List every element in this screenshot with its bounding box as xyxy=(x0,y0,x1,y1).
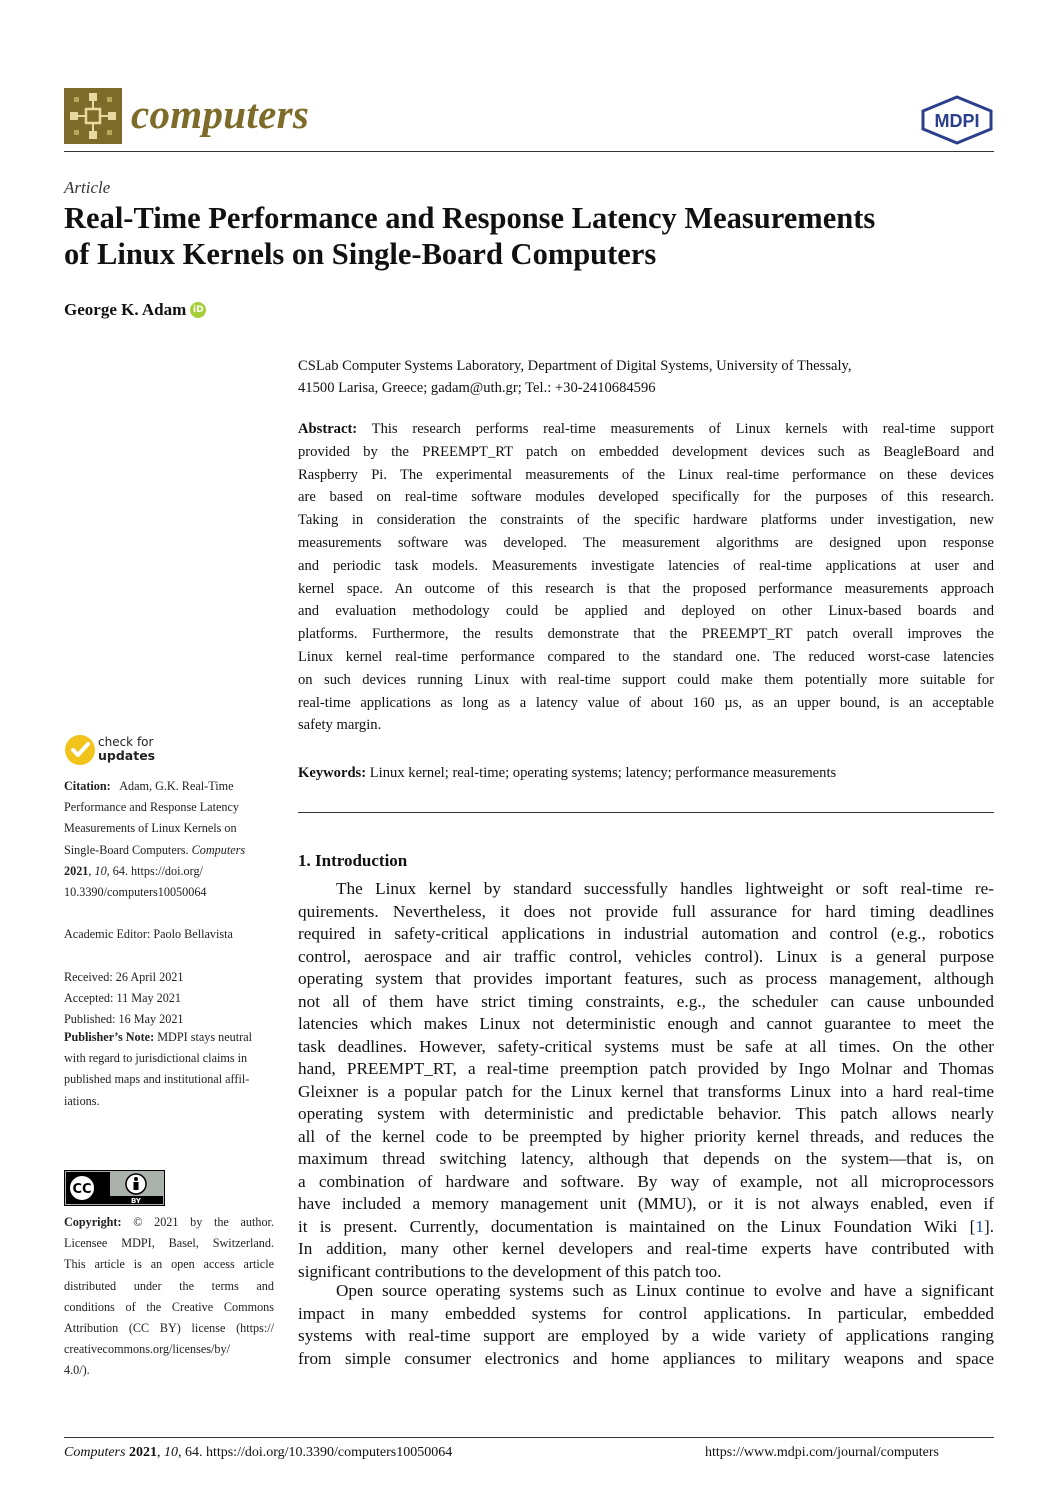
keywords-text: Linux kernel; real-time; operating systems; latency; performance measurements xyxy=(369,765,837,781)
journal-name: computers xyxy=(131,91,310,137)
paragraph-line: maximum thread switching latency, although that depends on the system—that is, on xyxy=(298,1149,994,1168)
header-divider xyxy=(64,151,994,152)
publisher-note xyxy=(64,1027,274,1112)
reference-suffix: ]. xyxy=(983,1216,994,1236)
abstract-line: kernel space. An outcome of this research is that the proposed performance measurements approach xyxy=(298,580,994,597)
paragraph-line: Open source operating systems such as Linux continue to evolve and have a significant xyxy=(336,1281,994,1300)
citation-year: 2021 xyxy=(64,863,89,878)
affiliation-line: 41500 Larisa, Greece; gadam@uth.gr; Tel.: +30-2410684596 xyxy=(298,379,656,396)
footer-divider xyxy=(64,1437,994,1438)
footer-volume: 10 xyxy=(163,1445,178,1460)
paragraph-line: not all of them have strict timing constraints, e.g., the scheduler can cause unbounded xyxy=(298,991,994,1011)
abstract-line: safety margin. xyxy=(298,717,382,734)
paragraph-line xyxy=(298,1216,994,1239)
citation-line: Performance and Response Latency xyxy=(64,800,239,815)
intro-paragraph-2 xyxy=(298,1280,994,1370)
citation-doi[interactable]: 10.3390/computers10050064 xyxy=(64,885,207,900)
footer-journal: Computers xyxy=(64,1445,126,1460)
check-for-updates-link[interactable] xyxy=(98,735,155,763)
by-text: BY xyxy=(130,1197,142,1205)
body-divider xyxy=(298,812,994,813)
copyright-line: Copyright: © 2021 by the author. xyxy=(64,1215,274,1229)
paragraph-line: quirements. Nevertheless, it does not provide full assurance for hard timing deadlines xyxy=(298,901,994,921)
check-updates-line-1: check for xyxy=(98,735,154,749)
mdpi-logo xyxy=(919,95,995,145)
author-line xyxy=(64,300,206,320)
title-line: Real-Time Performance and Response Latency Measurements xyxy=(64,201,876,235)
citation-line: 2021, 10, 64. https://doi.org/ xyxy=(64,863,203,878)
cc-text: CC xyxy=(72,1182,92,1197)
copyright-line: distributed under the terms and xyxy=(64,1278,274,1293)
check-for-updates-icon[interactable] xyxy=(64,734,96,766)
copyright-line: Licensee MDPI, Basel, Switzerland. xyxy=(64,1236,274,1251)
received-date: Received: 26 April 2021 xyxy=(64,970,184,984)
paragraph-line: latencies which makes Linux not deterministic enough and cannot guarantee to meet the xyxy=(298,1014,994,1033)
paragraph-line: impact in many embedded systems for control applications. In particular, embedded xyxy=(298,1303,994,1323)
paragraph-line: control, aerospace and air traffic control, vehicles control). Linux is a general purpose xyxy=(298,946,994,966)
abstract-text: This research performs real-time measurements of Linux kernels with real-time support xyxy=(371,421,994,437)
author-name[interactable]: George K. Adam xyxy=(64,300,187,319)
publisher-note-label: Publisher’s Note: xyxy=(64,1030,155,1044)
publisher-note-line: Publisher’s Note: MDPI stays neutral xyxy=(64,1030,252,1044)
abstract-line: measurements software was developed. The measurement algorithms are designed upon response xyxy=(298,534,994,551)
paragraph-line: operating system with deterministic and predictable behavior. This patch allows nearly xyxy=(298,1104,994,1123)
copyright-line: conditions of the Creative Commons xyxy=(64,1299,274,1314)
copyright-label: Copyright: xyxy=(64,1215,122,1229)
abstract-line: real-time applications as long as a latency value of about 160 µs, as an upper bound, is an acceptable xyxy=(298,694,994,711)
abstract-line: are based on real-time software modules developed specifically for the purposes of this research. xyxy=(298,489,994,506)
abstract-line: Raspberry Pi. The experimental measurements of the Linux real-time performance on these devices xyxy=(298,466,994,483)
abstract-label: Abstract: xyxy=(298,421,358,437)
paragraph-line: The Linux kernel by standard successfully handles lightweight or soft real-time re- xyxy=(336,879,994,898)
paragraph-line: systems with real-time support are employed by a wide variety of applications ranging xyxy=(298,1326,994,1345)
paragraph-line: hand, PREEMPT_RT, a real-time preemption patch provided by Ingo Molnar and Thomas xyxy=(298,1059,994,1078)
affiliation xyxy=(298,356,994,399)
mdpi-logo-text: MDPI xyxy=(934,111,980,131)
section-heading: 1. Introduction xyxy=(298,851,408,870)
citation-line: Measurements of Linux Kernels on xyxy=(64,821,237,836)
accepted-date: Accepted: 11 May 2021 xyxy=(64,991,181,1006)
paragraph-text: it is present. Currently, documentation is maintained on the Linux Foundation Wiki [ xyxy=(298,1216,976,1236)
paragraph-line: all of the kernel code to be preempted by higher priority kernel threads, and reduces the xyxy=(298,1126,994,1146)
article-type: Article xyxy=(64,178,111,197)
paragraph-line: a combination of hardware and software. By way of example, not all microprocessors xyxy=(298,1171,994,1191)
citation-line: Citation: Adam, G.K. Real-Time xyxy=(64,779,234,793)
keywords xyxy=(298,762,994,785)
copyright xyxy=(64,1212,274,1382)
reference-link[interactable]: 1 xyxy=(975,1216,984,1236)
copyright-line[interactable]: creativecommons.org/licenses/by/ xyxy=(64,1342,230,1357)
published-date: Published: 16 May 2021 xyxy=(64,1012,184,1027)
intro-paragraph-1 xyxy=(298,878,994,1283)
journal-logo-icon xyxy=(64,88,122,144)
paragraph-line: required in safety-critical applications in industrial automation and control (e.g., robotics xyxy=(298,924,994,943)
academic-editor: Academic Editor: Paolo Bellavista xyxy=(64,927,233,941)
abstract-line: Linux kernel real-time performance compared to the standard one. The reduced worst-case latencies xyxy=(298,648,994,665)
paragraph-line: significant contributions to the development of this patch too. xyxy=(298,1261,722,1281)
paragraph-line: In addition, many other kernel developers and real-time experts have contributed with xyxy=(298,1239,994,1258)
abstract-line: and evaluation methodology could be applied and deployed on other Linux-based boards and xyxy=(298,603,994,620)
cc-by-license-icon[interactable] xyxy=(64,1170,165,1206)
citation-volume: 10 xyxy=(94,863,107,878)
paragraph-line: from simple consumer electronics and home appliances to military weapons and space xyxy=(298,1348,994,1368)
abstract-line: and periodic task models. Measurements investigate latencies of real-time applications at user and xyxy=(298,557,994,574)
paragraph-line: operating system that provides important features, such as process management, although xyxy=(298,969,994,988)
paragraph-line: have included a memory management unit (MMU), or it is not always enabled, even if xyxy=(298,1194,994,1213)
title-line: of Linux Kernels on Single-Board Computers xyxy=(64,237,657,271)
abstract-line: provided by the PREEMPT_RT patch on embedded development devices such as BeagleBoard and xyxy=(298,443,994,460)
citation-label: Citation: xyxy=(64,779,111,793)
publisher-note-line: published maps and institutional affil- xyxy=(64,1072,250,1087)
publication-dates xyxy=(64,967,274,1031)
affiliation-line: CSLab Computer Systems Laboratory, Department of Digital Systems, University of Thessaly, xyxy=(298,358,852,374)
citation-journal: Computers xyxy=(191,842,246,857)
footer-doi[interactable]: , 64. https://doi.org/10.3390/computers10050064 xyxy=(177,1445,453,1460)
abstract-line: Taking in consideration the constraints of the specific hardware platforms under investigation, new xyxy=(298,512,994,529)
footer-year: 2021 xyxy=(128,1445,157,1460)
footer-journal-url[interactable]: https://www.mdpi.com/journal/computers xyxy=(705,1445,939,1460)
copyright-line: This article is an open access article xyxy=(64,1257,274,1272)
check-updates-line-2: updates xyxy=(98,748,156,763)
publisher-note-line: iations. xyxy=(64,1093,100,1108)
keywords-label: Keywords: xyxy=(298,765,367,781)
citation xyxy=(64,776,274,903)
publisher-note-line: with regard to jurisdictional claims in xyxy=(64,1051,248,1066)
abstract-line xyxy=(298,418,994,441)
paragraph-line: task deadlines. However, safety-critical systems must be safe at all times. On the other xyxy=(298,1036,994,1056)
abstract-line: on such devices running Linux with real-time support could make them potentially more suitable for xyxy=(298,671,994,688)
copyright-line[interactable]: 4.0/). xyxy=(64,1363,90,1378)
abstract xyxy=(298,418,994,737)
footer-citation: Computers 2021, 10, 64. https://doi.org/10.3390/computers10050064 xyxy=(64,1445,453,1460)
article-title xyxy=(64,200,1004,272)
copyright-line: Attribution (CC BY) license (https:// xyxy=(64,1321,274,1336)
citation-doi-prefix[interactable]: , 64. https://doi.org/ xyxy=(106,863,203,878)
citation-line: Single-Board Computers. Computers xyxy=(64,842,246,857)
orcid-icon[interactable]: iD xyxy=(190,302,206,318)
abstract-line: platforms. Furthermore, the results demonstrate that the PREEMPT_RT patch overall improves the xyxy=(298,626,994,643)
paragraph-line: Gleixner is a popular patch for the Linux kernel that transforms Linux into a hard real-time xyxy=(298,1081,994,1101)
